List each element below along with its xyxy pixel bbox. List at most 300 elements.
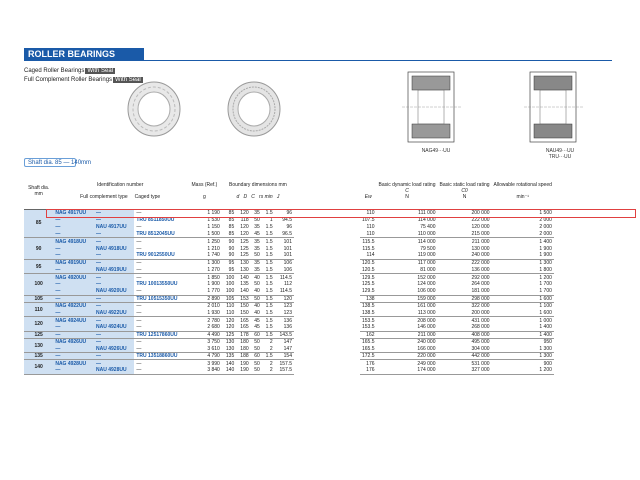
table-row: [24, 324, 294, 331]
table-row: [360, 360, 554, 367]
D-cell: 150: [240, 303, 249, 310]
tru-number-cell: —: [136, 303, 142, 310]
table-row: [24, 353, 294, 360]
D-cell: 180: [240, 339, 249, 346]
tru-number-cell: —: [136, 209, 142, 216]
dynamic-load-cell: 79 500: [420, 245, 436, 252]
table-row: [24, 346, 294, 353]
C-cell: 50: [251, 346, 262, 353]
table-row: [24, 223, 294, 230]
rs-cell: 1.5: [265, 238, 273, 245]
rs-cell: 1.5: [262, 231, 275, 238]
speed-cell: 1 400: [492, 331, 554, 338]
nag-number-cell: NAG 4920UU: [53, 274, 94, 281]
ew-cell: 120.5: [362, 266, 375, 273]
d-cell: 130: [225, 339, 235, 346]
dynamic-load-cell: 161 000: [417, 303, 436, 310]
col-speed-header: Allowable rotational speed min⁻¹: [492, 173, 554, 209]
d-cell: 85: [228, 209, 235, 216]
mass-cell: 2 780: [207, 317, 220, 324]
C-cell: 40: [254, 303, 260, 310]
mass-cell: 1 770: [187, 288, 222, 295]
table-row: [360, 324, 554, 331]
C-cell: 40: [251, 288, 262, 295]
nau-number-cell: —: [94, 331, 134, 338]
table-row: [360, 346, 554, 353]
speed-cell: 1 300: [492, 353, 554, 360]
nag-number-cell: —: [53, 223, 94, 230]
J-cell: 154: [275, 353, 294, 360]
static-load-cell: 211 000: [471, 238, 490, 245]
rs-cell: 2: [269, 339, 273, 346]
table-row: [360, 259, 554, 266]
rs-cell: 1: [269, 216, 273, 223]
ew-cell: 115.5: [362, 238, 375, 245]
J-cell: 123: [275, 310, 294, 317]
D-cell: 180: [236, 346, 250, 353]
J-cell: 120: [275, 295, 294, 302]
rs-cell: 2: [262, 367, 275, 374]
static-load-cell: 240 000: [438, 252, 492, 259]
mass-cell: 1 150: [207, 223, 220, 230]
tru-number-cell: TRU 12517860UU: [134, 331, 187, 338]
static-load-cell: 431 000: [471, 317, 490, 324]
table-row: [360, 274, 554, 281]
dynamic-load-cell: 81 000: [377, 267, 438, 274]
table-row: [360, 288, 554, 295]
table-row: [360, 302, 554, 309]
D-cell: 165: [236, 324, 250, 331]
highlighted-row-frame: [46, 209, 636, 218]
d-cell: 85: [228, 216, 235, 223]
C-cell: 35: [254, 238, 260, 245]
static-load-cell: 327 000: [438, 367, 492, 374]
rs-cell: 1.5: [265, 303, 273, 310]
dynamic-load-cell: 114 000: [417, 238, 436, 245]
table-row: [360, 310, 554, 317]
ew-cell: 138.5: [362, 309, 375, 316]
tru-number-cell: —: [136, 260, 142, 267]
nag-number-cell: —: [53, 288, 94, 295]
rs-cell: 1.5: [262, 288, 275, 295]
speed-cell: 1 300: [539, 260, 552, 267]
nau-number-cell: —: [94, 338, 134, 345]
static-load-cell: 298 000: [438, 295, 492, 302]
d-cell: 85: [222, 231, 236, 238]
table-row: [24, 288, 294, 295]
table-row: [24, 338, 294, 345]
J-cell: 101: [283, 245, 292, 252]
ew-cell: 125.5: [362, 281, 375, 288]
mass-cell: 1 270: [187, 267, 222, 274]
tru-number-cell: —: [136, 223, 142, 230]
rs-cell: 2: [262, 346, 275, 353]
shaft-dia-cell: 95: [24, 259, 53, 273]
nau-number-cell: —: [94, 317, 134, 324]
J-cell: 136: [283, 317, 292, 324]
ew-cell: 138.5: [362, 303, 375, 310]
nag-number-cell: NAG 4926UU: [53, 338, 94, 345]
speed-cell: 1 000: [539, 317, 552, 324]
mass-cell: 1 190: [207, 209, 220, 216]
static-load-cell: 200 000: [438, 310, 492, 317]
D-cell: 140: [236, 288, 250, 295]
D-cell: 120: [240, 209, 249, 216]
ew-cell: 176: [366, 360, 375, 367]
D-cell: 130: [240, 260, 249, 267]
C-cell: 35: [254, 223, 260, 230]
col-dynamic-header: Basic dynamic load rating C N: [377, 173, 438, 209]
d-cell: 140: [225, 360, 235, 367]
rs-cell: 1.5: [265, 260, 273, 267]
dynamic-load-cell: 124 000: [417, 281, 436, 288]
nag-number-cell: —: [53, 346, 94, 353]
nau-number-cell: —: [94, 252, 134, 259]
table-row: [24, 231, 294, 238]
table-row: [24, 267, 294, 274]
D-cell: 150: [236, 310, 250, 317]
shaft-dia-cell: 130: [24, 338, 53, 352]
shaft-dia-cell: 135: [24, 353, 53, 360]
mass-cell: 3 840: [187, 367, 222, 374]
tru-number-cell: —: [136, 245, 142, 252]
shaft-dia-cell: 140: [24, 360, 53, 374]
C-cell: 35: [254, 245, 260, 252]
J-cell: 101: [275, 252, 294, 259]
mass-cell: 2 010: [207, 303, 220, 310]
d-cell: 140: [222, 367, 236, 374]
nag-number-cell: —: [53, 331, 94, 338]
speed-cell: 1 700: [492, 288, 554, 295]
ew-cell: 153.5: [362, 317, 375, 324]
C-cell: 50: [254, 360, 260, 367]
C-cell: 40: [254, 274, 260, 281]
nau-number-cell: NAU 4917UU: [94, 223, 134, 230]
J-cell: 94.5: [282, 216, 292, 223]
tru-number-cell: —: [134, 288, 187, 295]
nau-number-cell: —: [94, 295, 134, 302]
dynamic-load-cell: 208 000: [417, 317, 436, 324]
J-cell: 147: [275, 346, 294, 353]
table-row: [360, 231, 554, 238]
speed-cell: 1 900: [492, 252, 554, 259]
rs-cell: 1.5: [262, 353, 275, 360]
nag-number-cell: —: [53, 245, 94, 252]
d-cell: 130: [222, 346, 236, 353]
d-cell: 120: [222, 324, 236, 331]
mass-cell: 2 890: [187, 295, 222, 302]
J-cell: 143.5: [275, 331, 294, 338]
speed-cell: 1 400: [539, 238, 552, 245]
speed-cell: 950: [543, 339, 552, 346]
dynamic-load-cell: 159 000: [377, 295, 438, 302]
nau-number-cell: —: [94, 281, 134, 288]
ew-cell: 115.5: [362, 245, 375, 252]
C-cell: 35: [254, 209, 260, 216]
dynamic-load-cell: 249 000: [417, 360, 436, 367]
D-cell: 190: [236, 367, 250, 374]
J-cell: 96: [286, 223, 292, 230]
nau-number-cell: —: [94, 231, 134, 238]
speed-cell: 1 200: [492, 367, 554, 374]
tru-number-cell: —: [136, 360, 142, 367]
speed-cell: 1 300: [492, 346, 554, 353]
nau-number-cell: NAU 4922UU: [94, 310, 134, 317]
mass-cell: 4 790: [187, 353, 222, 360]
static-load-cell: 408 000: [438, 331, 492, 338]
table-row: [24, 317, 294, 324]
shaft-dia-cell: 85: [24, 209, 53, 238]
subtitle-full: Full Complement Roller Bearings With Seal: [24, 77, 141, 83]
mass-cell: 1 300: [207, 260, 220, 267]
mass-cell: 2 680: [187, 324, 222, 331]
static-load-cell: 442 000: [438, 353, 492, 360]
J-cell: 106: [283, 260, 292, 267]
dynamic-load-cell: 152 000: [417, 274, 436, 281]
d-cell: 120: [225, 317, 235, 324]
nau-number-cell: —: [94, 209, 134, 216]
ew-cell: 138: [360, 295, 377, 302]
d-cell: 90: [228, 245, 235, 252]
table-row: [24, 302, 294, 309]
nau-number-cell: NAU 4920UU: [94, 288, 134, 295]
shaft-dia-cell: 110: [24, 302, 53, 316]
C-cell: 50: [254, 216, 260, 223]
table-row: [360, 223, 554, 230]
mass-cell: 1 210: [207, 245, 220, 252]
static-load-cell: 120 000: [471, 223, 490, 230]
nag-number-cell: —: [53, 252, 94, 259]
J-cell: 147: [283, 339, 292, 346]
J-cell: 157.5: [275, 367, 294, 374]
nag-number-cell: NAG 4928UU: [53, 360, 94, 367]
speed-cell: 1 600: [492, 295, 554, 302]
dynamic-load-cell: 119 000: [377, 252, 438, 259]
table-row: [360, 367, 554, 374]
d-cell: 100: [225, 274, 235, 281]
C-cell: 45: [254, 317, 260, 324]
C-cell: 50: [251, 295, 262, 302]
nag-number-cell: —: [53, 367, 94, 374]
J-cell: 96.5: [275, 231, 294, 238]
nau-number-cell: —: [94, 353, 134, 360]
J-cell: 106: [275, 267, 294, 274]
tru-number-cell: —: [134, 346, 187, 353]
ew-cell: 110: [360, 231, 377, 238]
dynamic-load-cell: 75 400: [420, 223, 436, 230]
D-cell: 135: [240, 281, 249, 288]
tru-number-cell: TRU 10013550UU: [136, 281, 178, 288]
tru-number-cell: —: [136, 238, 142, 245]
ew-cell: 153.5: [362, 324, 375, 331]
d-cell: 100: [225, 281, 235, 288]
table-row: [360, 238, 554, 245]
table-row: [24, 360, 294, 367]
speed-cell: 1 400: [492, 324, 554, 331]
shaft-dia-cell: 105: [24, 295, 53, 302]
J-cell: 101: [283, 238, 292, 245]
table-row: [360, 317, 554, 324]
rs-cell: 1.5: [265, 209, 273, 216]
dynamic-load-cell: 106 000: [377, 288, 438, 295]
table-row: [360, 267, 554, 274]
speed-cell: 900: [543, 360, 552, 367]
dynamic-load-cell: 166 000: [377, 346, 438, 353]
C-cell: 60: [251, 331, 262, 338]
nag-number-cell: NAG 4917UU: [53, 209, 94, 216]
table-row: [24, 281, 294, 288]
rs-cell: 1.5: [262, 331, 275, 338]
J-cell: 112: [284, 281, 292, 288]
dynamic-load-cell: 113 000: [377, 310, 438, 317]
C-cell: 45: [251, 231, 262, 238]
mass-cell: 3 990: [207, 360, 220, 367]
static-load-cell: 130 000: [471, 245, 490, 252]
d-cell: 85: [228, 223, 235, 230]
d-cell: 125: [222, 331, 236, 338]
dynamic-load-cell: 220 000: [377, 353, 438, 360]
static-load-cell: 222 000: [471, 216, 490, 223]
table-row: [360, 353, 554, 360]
tru-number-cell: —: [134, 310, 187, 317]
tru-number-cell: —: [134, 367, 187, 374]
dynamic-load-cell: 240 000: [417, 339, 436, 346]
ew-cell: 165.5: [362, 345, 375, 352]
mass-cell: 3 750: [207, 339, 220, 346]
static-load-cell: 531 000: [471, 360, 490, 367]
static-load-cell: 264 000: [471, 281, 490, 288]
shaft-dia-cell: 100: [24, 274, 53, 296]
mass-cell: 1 250: [207, 238, 220, 245]
rs-cell: 1.5: [265, 274, 273, 281]
tru-number-cell: TRU 10515350UU: [134, 295, 187, 302]
rs-cell: 1.5: [265, 245, 273, 252]
speed-cell: 1 100: [539, 303, 552, 310]
nag-number-cell: —: [53, 324, 94, 331]
static-load-cell: 495 000: [471, 339, 490, 346]
ew-cell: 120.5: [362, 260, 375, 267]
rs-cell: 1.5: [265, 317, 273, 324]
caged-bearing-photo: [124, 78, 184, 140]
rs-cell: 1.5: [262, 295, 275, 302]
tru-number-cell: —: [134, 267, 187, 274]
dynamic-load-cell: 146 000: [377, 324, 438, 331]
speed-cell: 1 900: [539, 245, 552, 252]
static-load-cell: 292 000: [471, 274, 490, 281]
nau-number-cell: —: [94, 216, 134, 223]
D-cell: 118: [240, 216, 249, 223]
static-load-cell: 322 000: [471, 303, 490, 310]
ew-cell: 165.5: [362, 339, 375, 346]
drawing-caption-nau: NAU49···UU: [545, 148, 575, 154]
rs-cell: 1.5: [265, 223, 273, 230]
shaft-dia-cell: 90: [24, 238, 53, 260]
table-row: [360, 295, 554, 302]
static-load-cell: 181 000: [438, 288, 492, 295]
J-cell: 114.5: [279, 274, 292, 281]
ew-cell: 162: [360, 331, 377, 338]
nau-number-cell: —: [94, 259, 134, 266]
title-rule: [24, 60, 612, 61]
right-spec-table: [360, 173, 554, 375]
nag-number-cell: NAG 4918UU: [53, 238, 94, 245]
table-row: [24, 367, 294, 374]
D-cell: 140: [240, 274, 249, 281]
section-title: ROLLER BEARINGS: [24, 48, 144, 60]
table-row: [24, 238, 294, 245]
speed-cell: 1 600: [492, 310, 554, 317]
shaft-range-label: Shaft dia. 85 — 140mm: [24, 158, 76, 167]
rs-cell: 1.5: [262, 324, 275, 331]
d-cell: 110: [226, 303, 235, 310]
d-cell: 90: [228, 238, 235, 245]
dynamic-load-cell: 211 000: [377, 331, 438, 338]
table-row: [360, 331, 554, 338]
drawing-caption-tru: TRU···UU: [548, 154, 572, 160]
d-cell: 95: [222, 267, 236, 274]
nag-number-cell: —: [53, 295, 94, 302]
D-cell: 120: [236, 231, 250, 238]
rs-cell: 1.5: [262, 267, 275, 274]
table-row: [24, 274, 294, 281]
table-row: [24, 295, 294, 302]
tru-number-cell: —: [136, 339, 142, 346]
table-row: [24, 252, 294, 259]
speed-cell: 2 000: [539, 223, 552, 230]
table-row: [360, 338, 554, 345]
speed-cell: 2 000: [492, 231, 554, 238]
D-cell: 125: [240, 238, 249, 245]
speed-cell: 1 800: [492, 267, 554, 274]
col-identification-header: Identification number Full complement type Caged type: [53, 173, 187, 209]
C-cell: 45: [251, 324, 262, 331]
dynamic-load-cell: 174 000: [377, 367, 438, 374]
dynamic-load-cell: 114 000: [417, 216, 436, 223]
D-cell: 178: [236, 331, 250, 338]
mass-cell: 1 740: [187, 252, 222, 259]
nau-number-cell: NAU 4928UU: [94, 367, 134, 374]
ew-cell: 172.5: [362, 353, 375, 360]
J-cell: 157.5: [279, 360, 292, 367]
tru-number-cell: —: [136, 274, 142, 281]
nag-number-cell: NAG 4924UU: [53, 317, 94, 324]
rs-cell: 2: [269, 360, 273, 367]
nau-number-cell: NAU 4926UU: [94, 346, 134, 353]
nag-number-cell: NAG 4919UU: [53, 259, 94, 266]
C-cell: 35: [254, 260, 260, 267]
C-cell: 60: [251, 353, 262, 360]
table-row: [360, 245, 554, 252]
table-row: [24, 245, 294, 252]
D-cell: 165: [240, 317, 249, 324]
dynamic-load-cell: 111 000: [418, 209, 436, 216]
C-cell: 40: [251, 310, 262, 317]
D-cell: 188: [236, 353, 250, 360]
tru-number-cell: TRU 13518860UU: [134, 353, 187, 360]
nag-number-cell: NAG 4922UU: [53, 302, 94, 309]
speed-cell: 1 700: [539, 281, 552, 288]
static-load-cell: 268 000: [438, 324, 492, 331]
J-cell: 114.5: [275, 288, 294, 295]
speed-cell: 1 500: [539, 209, 552, 216]
tru-number-cell: TRU 9012550UU: [134, 252, 187, 259]
subtitle-caged: Caged Roller Bearings With Seal: [24, 68, 114, 74]
D-cell: 125: [236, 252, 250, 259]
static-load-cell: 136 000: [438, 267, 492, 274]
speed-cell: 2 000: [539, 216, 552, 223]
speed-cell: 1 200: [539, 274, 552, 281]
D-cell: 125: [240, 245, 249, 252]
